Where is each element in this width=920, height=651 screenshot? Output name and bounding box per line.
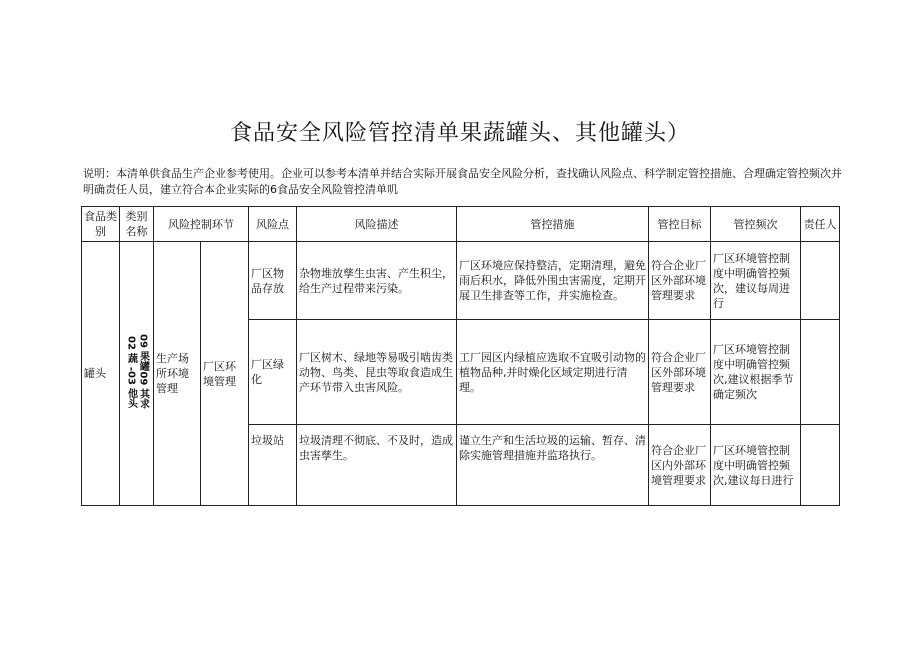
description-cell: 杂物堆放孳生虫害、产生积尘，给生产过程带来污染。	[297, 242, 457, 320]
target-cell: 符合企业厂区外部环境管理要求	[649, 320, 711, 425]
responsible-cell	[801, 320, 840, 425]
intro-text: 说明：本清单供食品生产企业参考使用。企业可以参考本清单并结合实际开展食品安全风险分析，查找确认风险点、科学制定管控措施、合理确定管控频次并明确责任人员，建立符合本企业实际的6食品安全风险管控清单叽	[83, 167, 842, 196]
risk-control-table	[81, 206, 840, 506]
measures-cell: 工厂园区内绿植应选取不宜吸引动物的植物品种,并时燥化区域定期进行清理。	[457, 320, 649, 425]
header-control-frequency: 管控频次	[711, 207, 801, 242]
description-cell: 垃圾清理不彻底、不及时，造成虫害孳生。	[297, 425, 457, 506]
header-category-name: 类别名称	[120, 207, 154, 242]
header-control-measures: 管控措施	[457, 207, 649, 242]
target-cell: 符合企业厂区外部环境管理要求	[649, 242, 711, 320]
risk-point-cell: 厂区物品存放	[249, 242, 297, 320]
header-responsible-person: 责任人	[801, 207, 840, 242]
frequency-cell: 厂区环境管控制度中明确管控频次,建议根据季节确定频次	[711, 320, 801, 425]
risk-point-cell: 厂区绿化	[249, 320, 297, 425]
risk-point-cell: 垃圾站	[249, 425, 297, 506]
responsible-cell	[801, 242, 840, 320]
stage-sub-cell: 厂区环境管理	[201, 242, 249, 506]
category-code-b: 09 果罐09 其求	[137, 334, 149, 409]
measures-cell: 厂区环境应保持整洁，定期清理，避免雨后积水，降低外围虫害需度，定期开展卫生排查等工作，并实施检查。	[457, 242, 649, 320]
stage-main-cell: 生产场所环境管理	[154, 242, 201, 506]
header-food-category: 食品类别	[82, 207, 120, 242]
header-risk-point: 风险点	[249, 207, 297, 242]
header-row	[82, 207, 840, 242]
table-row	[82, 242, 840, 320]
description-cell: 厂区树木、绿地等易吸引啮齿类动物、鸟类、昆虫等取食造成生产环节带入虫害风险。	[297, 320, 457, 425]
frequency-cell: 厂区环境管控制度中明确管控频次,建议每日进行	[711, 425, 801, 506]
frequency-cell: 厂区环境管控制度中明确管控频次，建议每周进行	[711, 242, 801, 320]
header-risk-description: 风险描述	[297, 207, 457, 242]
header-control-target: 管控目标	[649, 207, 711, 242]
food-category-cell: 罐头	[82, 242, 120, 506]
category-name-cell	[120, 242, 154, 506]
header-risk-control-stage: 风险控制环节	[154, 207, 249, 242]
measures-cell: 谨立生产和生活垃圾的运输、暂存、清除实施管理措施并监珞执行。	[457, 425, 649, 506]
responsible-cell	[801, 425, 840, 506]
target-cell: 符合企业厂区内外部环境管理要求	[649, 425, 711, 506]
category-code-a: 02 蔬 -03 他头	[125, 336, 137, 409]
page-title: 食品安全风险管控清单果蔬罐头、其他罐头）	[229, 121, 690, 146]
